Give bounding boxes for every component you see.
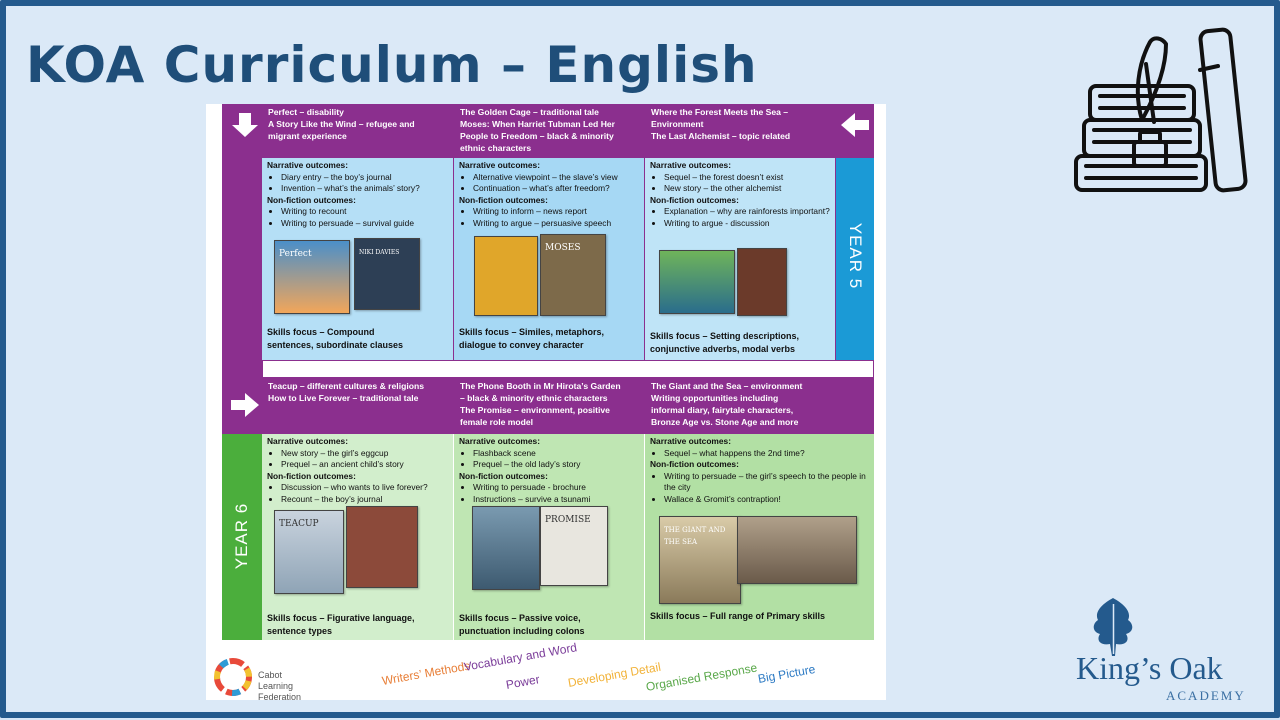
book-cover: MOSES xyxy=(540,234,606,316)
clf-logo-icon xyxy=(212,656,254,698)
year6-panel-2: Narrative outcomes: • Flashback scene • Prequel – the old lady’s story Non-fiction outcomes: • Writing to persuade - brochure • Instructions – survive a tsunami PROMISE Skills focus – Passive voice, punctuation including colons xyxy=(454,434,644,640)
skills-focus: Skills focus – Compound sentences, subordinate clauses xyxy=(267,327,404,350)
year6-label: YEAR 6 xyxy=(232,502,251,570)
book-cover xyxy=(659,250,735,314)
page-title: KOA Curriculum – English xyxy=(26,36,758,94)
year5-header-2: The Golden Cage – traditional tale Moses: When Harriet Tubman Led Her People to Freedom – black & minority ethnic characters xyxy=(460,107,616,153)
book-cover: Perfect xyxy=(274,240,350,314)
year5-header-1: Perfect – disability A Story Like the Wind – refugee and migrant experience xyxy=(268,107,415,141)
book-cover: THE GIANT AND THE SEA xyxy=(659,516,741,604)
skills-focus: Skills focus – Full range of Primary skills xyxy=(650,611,826,621)
arrow-left-icon xyxy=(840,112,870,138)
year-gap xyxy=(262,360,874,378)
arrow-down-icon xyxy=(230,112,260,138)
footer-power: Power xyxy=(504,672,541,692)
year6-side xyxy=(222,434,262,640)
year6-header-2: The Phone Booth in Mr Hirota’s Garden – black & minority ethnic characters The Promise – environment, positive female role model xyxy=(460,381,621,427)
year5-header-3: Where the Forest Meets the Sea – Environment The Last Alchemist – topic related xyxy=(651,107,791,141)
book-cover xyxy=(346,506,418,588)
school-name: King’s Oak xyxy=(1076,650,1223,686)
footer-organised-response: Organised Response xyxy=(644,660,759,694)
year6-header-3: The Giant and the Sea – environment Writing opportunities including informal diary, fairytale characters, Bronze Age vs. Stone Age and more xyxy=(651,381,803,427)
year5-panel-3: Narrative outcomes: • Sequel – the forest doesn’t exist • New story – the other alchemist Non-fiction outcomes: • Explanation – why are rainforests important? • Writing to argue - discussion Skills focus – Setting descriptions, conjunctive adverbs, modal verbs xyxy=(645,158,835,360)
year5-label: YEAR 5 xyxy=(846,222,865,290)
skills-focus: Skills focus – Similes, metaphors, dialogue to convey character xyxy=(459,327,605,350)
year5-side xyxy=(836,158,874,360)
arrow-right-icon xyxy=(230,392,260,418)
year6-panel-3: Narrative outcomes: • Sequel – what happens the 2nd time? Non-fiction outcomes: • Writing to persuade – the girl’s speech to the people in the city • Wallace & Gromit’s contraption! THE GIANT AND THE SEA Skills focus – Full range of Primary skills xyxy=(645,434,874,640)
federation-name: Cabot Learning Federation xyxy=(258,670,302,702)
book-cover: PROMISE xyxy=(540,506,608,586)
skills-focus: Skills focus – Setting descriptions, conjunctive adverbs, modal verbs xyxy=(650,331,800,354)
skills-focus: Skills focus – Passive voice, punctuation including colons xyxy=(459,613,585,636)
oak-leaf-icon xyxy=(1088,596,1138,658)
year5-panel-1: Narrative outcomes: • Diary entry – the boy’s journal • Invention – what’s the animals’ story? Non-fiction outcomes: • Writing to recount • Writing to persuade – survival guide Perfect NIKI DAVIES Skills focus – Compound sentences, subordinate clauses xyxy=(262,158,453,360)
book-cover: NIKI DAVIES xyxy=(354,238,420,310)
year5-panel-2: Narrative outcomes: • Alternative viewpoint – the slave’s view • Continuation – what’s after freedom? Non-fiction outcomes: • Writing to inform – news report • Writing to argue – persuasive speech MOSES Skills focus – Similes, metaphors, dialogue to convey character xyxy=(454,158,644,360)
book-cover xyxy=(472,506,540,590)
book-cover xyxy=(737,516,857,584)
year6-band xyxy=(222,378,874,434)
year6-panel-1: Narrative outcomes: • New story – the girl’s eggcup • Prequel – an ancient child’s story Non-fiction outcomes: • Discussion – who wants to live forever? • Recount – the boy’s journal TEACUP Skills focus – Figurative language, sentence types xyxy=(262,434,453,640)
footer-developing-detail: Developing Detail xyxy=(566,659,662,690)
footer-big-picture: Big Picture xyxy=(756,662,817,686)
skills-focus: Skills focus – Figurative language, sentence types xyxy=(267,613,415,636)
book-cover xyxy=(474,236,538,316)
school-sub: ACADEMY xyxy=(1166,688,1246,703)
footer-vocabulary: Vocabulary and Word xyxy=(462,640,578,674)
year6-header-1: Teacup – different cultures & religions How to Live Forever – traditional tale xyxy=(268,381,424,403)
book-cover xyxy=(737,248,787,316)
footer-writers-methods: Writers’ Methods xyxy=(380,658,472,688)
books-quill-icon xyxy=(1068,24,1264,196)
curriculum-document xyxy=(206,104,886,700)
book-cover: TEACUP xyxy=(274,510,344,594)
